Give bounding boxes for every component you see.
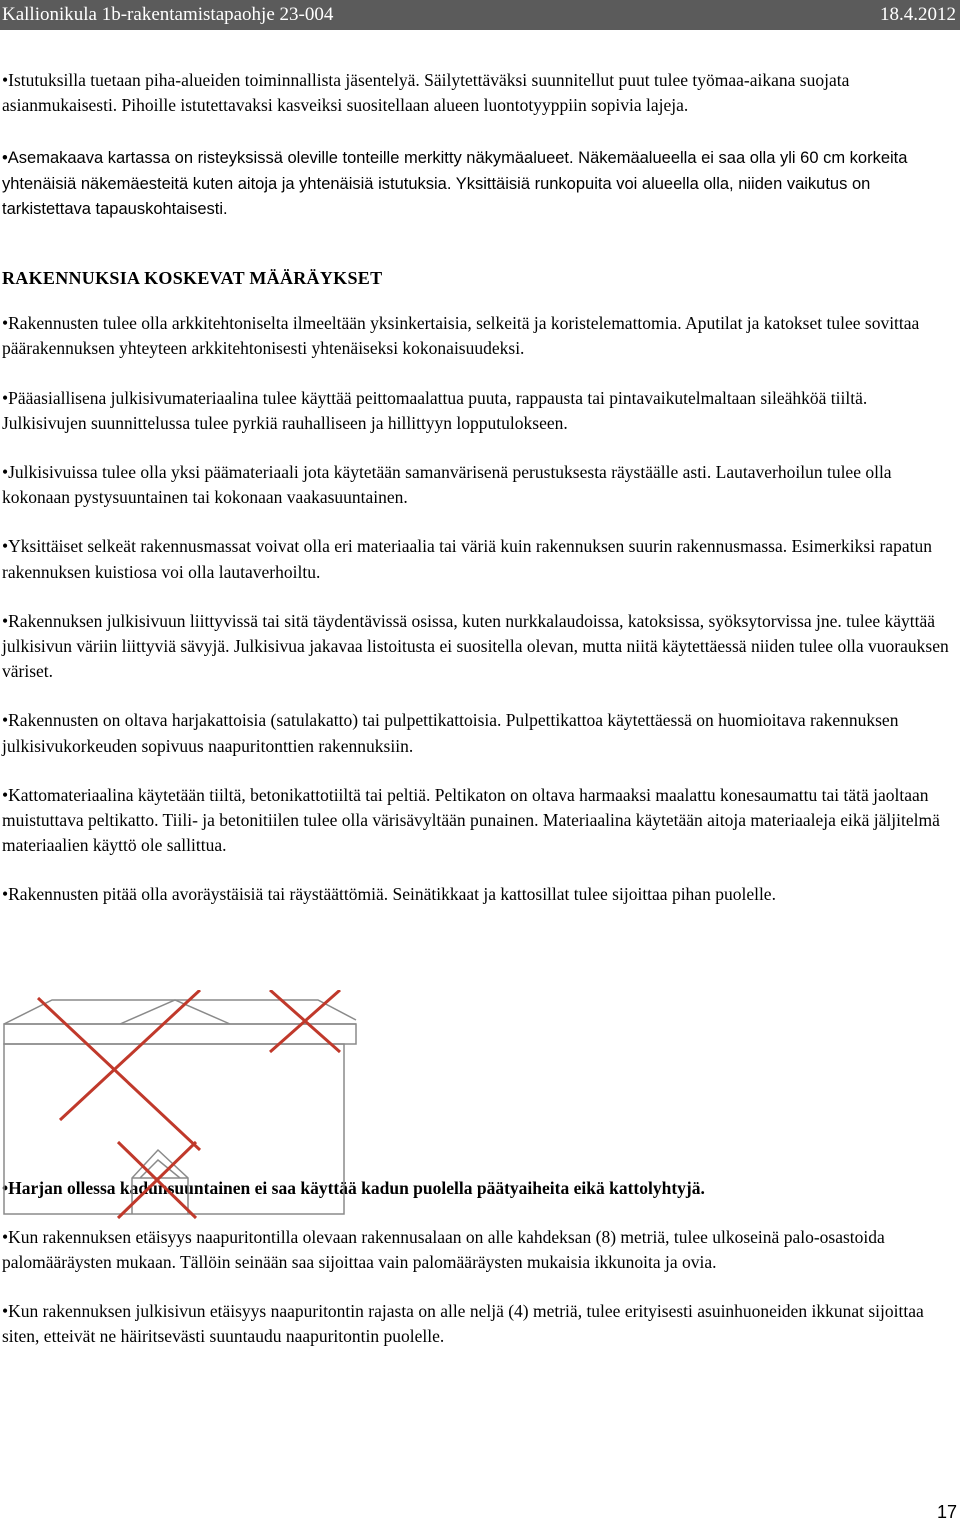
paragraph-fire-separation: •Kun rakennuksen etäisyys naapuritontilla olevaan rakennusalaan on alle kahdeksan (8) metriä, tulee ulkoseinä palo-osastoida palomääräysten mukaan. Tällöin seinään saa sijoittaa vain palomääräysten mukaisia ikkunoita ja ovia.	[2, 1226, 885, 1273]
paragraph-facade-material: •Pääasiallisena julkisivumateriaalina tulee käyttää peittomaalattua puuta, rappausta tai pintavaikutelmaltaan sileähköä tiiltä. Julkisivujen suunnittelussa tulee pyrkiä rauhalliseen ja hillittyyn lopputulokseen.	[2, 387, 868, 433]
paragraph-main-material: •Julkisivuissa tulee olla yksi päämateriaali jota käytetään samanvärisenä perustuksesta räystäälle asti. Lautaverhoilun tulee olla kokonaan pystysuuntainen tai kokonaan vaakasuuntainen.	[2, 462, 892, 508]
paragraph-roof-material: •Kattomateriaalina käytetään tiiltä, betonikattotiiltä tai peltiä. Peltikaton on oltava harmaaksi maalattu konesaumattu tai tätä jaoltaan muistuttava peltikatto. Tiili- ja betonitiilen tulee olla värisävyltään punainen. Materiaalina käytetään aitoja materiaaleja eikä jäljitelmä materiaalien käyttö ole sallittua.	[2, 784, 940, 856]
page-number: 17	[936, 1502, 957, 1522]
paragraph-roof-shape: •Rakennusten on oltava harjakattoisia (satulakatto) tai pulpettikattoisia. Pulpettikattoa käytettäessä on huomioitava rakennuksen julkisivukorkeuden sopivuus naapuritonttien rakennuksiin.	[2, 710, 899, 756]
document-title: Kallionikula 1b-rakentamistapaohje 23-004	[2, 4, 334, 25]
page-header	[0, 0, 960, 30]
document-date: 18.4.2012	[880, 4, 956, 25]
house-elevation-crossed-out-icon	[0, 990, 360, 1220]
paragraph-planting: •Istutuksilla tuetaan piha-alueiden toiminnallista jäsentelyä. Säilytettäväksi suunnitellut puut tulee työmaa-aikana suojata asianmukaisesti. Pihoille istutettavaksi kasveiksi suositellaan alueen luontotyyppiin sopivia lajeja.	[2, 70, 850, 116]
paragraph-ridge-rule: •Harjan ollessa kadunsuuntainen ei saa käyttää kadun puolella päätyaiheita eikä kattolyhtyjä.	[2, 1177, 705, 1198]
section-heading: RAKENNUKSIA KOSKEVAT MÄÄRÄYKSET	[2, 268, 383, 289]
house-outline	[4, 1000, 356, 1214]
paragraph-eaves: •Rakennusten pitää olla avoräystäisiä tai räystäättömiä. Seinätikkaat ja kattosillat tulee sijoittaa pihan puolelle.	[2, 884, 776, 905]
paragraph-architecture: •Rakennusten tulee olla arkkitehtoniselta ilmeeltään yksinkertaisia, selkeitä ja koristelemattomia. Aputilat ja katokset tulee sovittaa päärakennuksen yhteyteen arkkitehtonisesti yhtenäiseksi kokonaisuudeksi.	[2, 313, 920, 359]
paragraph-visibility-areas: •Asemakaava kartassa on risteyksissä oleville tonteille merkitty näkymäalueet. Näkemäalueella ei saa olla yli 60 cm korkeita yhtenäisiä näkemäesteitä kuten aitoja ja yhtenäisiä istutuksia. Yksittäisiä runkopuita voi alueella olla, niiden vaikutus on tarkistettava tapauskohtaisesti.	[2, 149, 908, 218]
paragraph-window-placement: •Kun rakennuksen julkisivun etäisyys naapuritontin rajasta on alle neljä (4) metriä, tulee erityisesti asuinhuoneiden ikkunat sijoittaa siten, etteivät ne häiritsevästi suuntaudu naapuritontin puolelle.	[2, 1301, 924, 1347]
paragraph-facade-details: •Rakennuksen julkisivuun liittyvissä tai sitä täydentävissä osissa, kuten nurkkalaudoissa, katoksissa, syöksytorvissa jne. tulee käyttää julkisivun väriin liittyviä sävyjä. Julkisivua jakavaa listoitusta ei suositella olevan, mutta niitä käytettäessä niiden tulee olla vuorauksen väriset.	[2, 610, 949, 682]
paragraph-building-masses: •Yksittäiset selkeät rakennusmassat voivat olla eri materiaalia tai väriä kuin rakennuksen suurin rakennusmassa. Esimerkiksi rapatun rakennuksen kuistiosa voi olla lautaverhoiltu.	[2, 536, 932, 582]
